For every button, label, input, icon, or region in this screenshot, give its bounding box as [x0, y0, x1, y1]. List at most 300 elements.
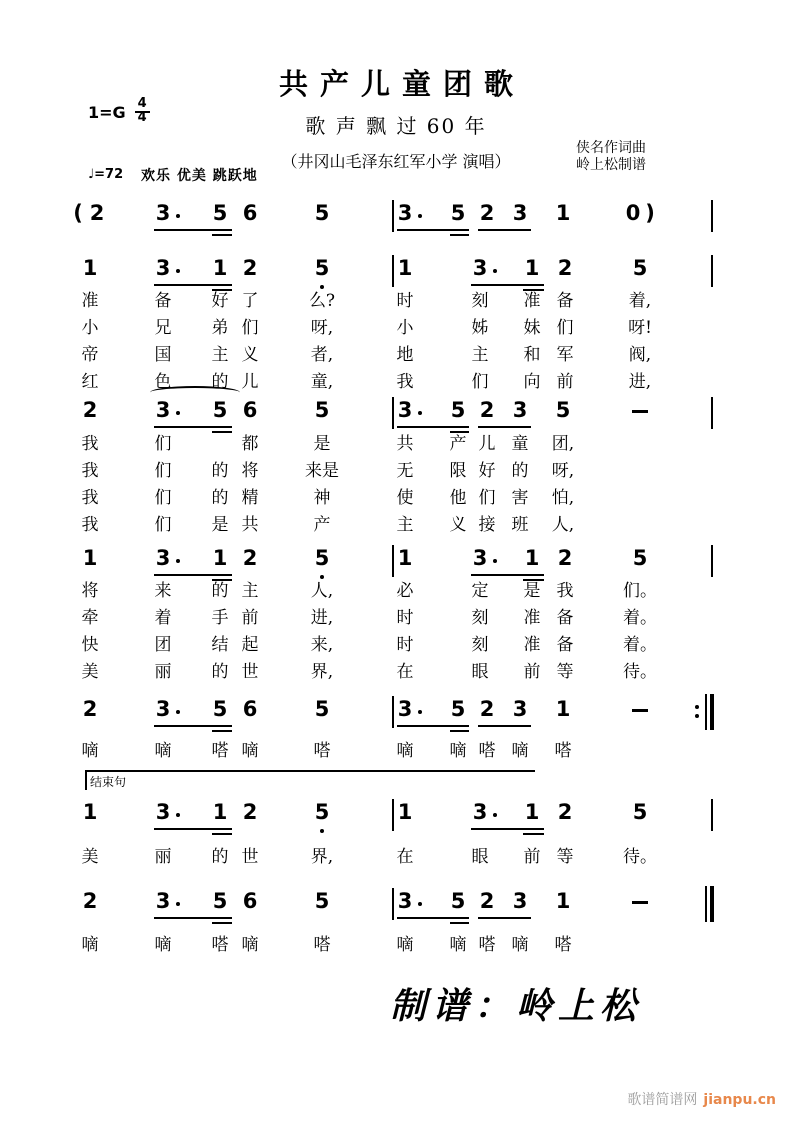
lyric-syllable: 刻: [471, 291, 489, 311]
lyric-syllable: 义: [241, 345, 259, 365]
barline: [392, 799, 394, 831]
note-glyph: 5: [632, 546, 648, 570]
low-octave-dot: [320, 285, 324, 289]
note-glyph: 5: [555, 398, 571, 422]
note-glyph: 5: [314, 889, 330, 913]
lyric-syllable: 好: [211, 291, 229, 311]
note-glyph: 2: [479, 398, 495, 422]
lyric-syllable: 害: [511, 488, 529, 508]
note-glyph: 1: [555, 201, 571, 225]
lyric-syllable: 来,: [310, 635, 334, 655]
lyric-syllable: 的: [211, 847, 229, 867]
lyric-syllable: 准: [523, 291, 541, 311]
note-glyph: 1: [212, 546, 228, 570]
lyric-syllable: 们: [154, 488, 172, 508]
note-glyph: 5: [314, 546, 330, 570]
barline: [392, 255, 394, 287]
lyric-syllable: 们: [471, 372, 489, 392]
barline: [711, 255, 713, 287]
lyric-syllable: 小: [81, 318, 99, 338]
augmentation-dot: [176, 813, 180, 817]
note-glyph: 3: [155, 800, 171, 824]
lyric-syllable: 来: [154, 581, 172, 601]
note-glyph: 1: [555, 697, 571, 721]
lyric-syllable: 的: [211, 581, 229, 601]
note-glyph: 2: [557, 800, 573, 824]
lyric-syllable: 了: [241, 291, 259, 311]
lyric-syllable: 准: [81, 291, 99, 311]
lyric-syllable: 嘀: [396, 741, 414, 761]
phrase-paren: ): [645, 201, 655, 225]
lyric-syllable: 妹: [523, 318, 541, 338]
lyric-syllable: 的: [211, 372, 229, 392]
note-glyph: 5: [314, 800, 330, 824]
time-signature-top: 4: [135, 96, 150, 113]
lyric-syllable: 等: [556, 847, 574, 867]
repeat-barline-thin: [705, 694, 707, 730]
lyric-syllable: 我: [81, 488, 99, 508]
slur-arc: [150, 386, 240, 399]
phrase-paren: (: [73, 201, 83, 225]
augmentation-dot: [418, 214, 422, 218]
low-octave-dot: [320, 829, 324, 833]
lyric-syllable: 嘀: [81, 935, 99, 955]
credit-words-music: 侠名作词曲: [576, 140, 646, 156]
note-glyph: 3: [155, 889, 171, 913]
lyric-syllable: 神: [313, 488, 331, 508]
lyric-syllable: 主: [241, 581, 259, 601]
lyric-syllable: 们: [478, 488, 496, 508]
note-glyph: 5: [212, 889, 228, 913]
augmentation-dot: [418, 710, 422, 714]
lyric-syllable: 向: [523, 372, 541, 392]
lyric-syllable: 在: [396, 847, 414, 867]
lyric-syllable: 主: [211, 345, 229, 365]
final-barline-thick: [710, 886, 714, 922]
lyric-syllable: 么?: [308, 291, 336, 311]
lyric-syllable: 姊: [471, 318, 489, 338]
beam-underline: [478, 725, 531, 727]
lyric-syllable: 产: [313, 515, 331, 535]
beam-underline: [154, 426, 232, 428]
barline: [711, 200, 713, 232]
lyric-syllable: 备: [556, 291, 574, 311]
beam-underline: [397, 229, 469, 231]
beam-underline: [397, 917, 469, 919]
note-glyph: 3: [512, 889, 528, 913]
lyric-syllable: 丽: [154, 662, 172, 682]
lyric-syllable: 和: [523, 345, 541, 365]
lyric-syllable: 世: [241, 847, 259, 867]
augmentation-dot: [176, 902, 180, 906]
lyric-syllable: 嘀: [154, 935, 172, 955]
note-glyph: 1: [212, 800, 228, 824]
note-glyph: 5: [632, 256, 648, 280]
augmentation-dot: [176, 214, 180, 218]
expression-mark: 欢乐 优美 跳跃地: [141, 168, 258, 184]
note-glyph: 3: [397, 889, 413, 913]
note-glyph: 1: [555, 889, 571, 913]
lyric-syllable: 界,: [310, 847, 334, 867]
note-glyph: 0: [625, 201, 641, 225]
ending-bracket-line: [85, 770, 535, 790]
barline: [711, 397, 713, 429]
beam-underline: [154, 917, 232, 919]
augmentation-dot: [493, 269, 497, 273]
note-glyph: 2: [82, 398, 98, 422]
beam-underline: [397, 426, 469, 428]
site-footer: [627, 1089, 776, 1109]
lyric-syllable: 美: [81, 847, 99, 867]
lyric-syllable: 无: [396, 461, 414, 481]
lyric-syllable: 嗒: [211, 935, 229, 955]
lyric-syllable: 必: [396, 581, 414, 601]
lyric-syllable: 在: [396, 662, 414, 682]
beam-underline: [154, 574, 232, 576]
key-label: 1=G: [88, 102, 126, 122]
lyric-syllable: 嘀: [154, 741, 172, 761]
site-brand-link[interactable]: jianpu.cn: [703, 1092, 776, 1108]
note-glyph: 1: [82, 546, 98, 570]
augmentation-dot: [493, 559, 497, 563]
lyric-syllable: 备: [154, 291, 172, 311]
lyric-syllable: 地: [396, 345, 414, 365]
beam-underline: [450, 234, 469, 236]
note-glyph: 3: [512, 201, 528, 225]
note-glyph: 5: [632, 800, 648, 824]
note-glyph: 3: [512, 398, 528, 422]
note-glyph: 3: [472, 546, 488, 570]
half-note-dash: [632, 410, 648, 413]
lyric-syllable: 呀,: [551, 461, 575, 481]
note-glyph: 1: [82, 800, 98, 824]
lyric-syllable: 共: [241, 515, 259, 535]
lyric-syllable: 限: [449, 461, 467, 481]
lyric-syllable: 呀!: [628, 318, 652, 338]
lyric-syllable: 阀,: [628, 345, 652, 365]
barline: [711, 545, 713, 577]
lyric-syllable: 将: [81, 581, 99, 601]
lyric-syllable: 产: [449, 434, 467, 454]
note-glyph: 2: [82, 697, 98, 721]
lyric-syllable: 备: [556, 608, 574, 628]
lyric-syllable: 儿: [478, 434, 496, 454]
lyric-syllable: 的: [211, 488, 229, 508]
note-glyph: 3: [397, 398, 413, 422]
notation-signature: 制谱：岭上松: [390, 985, 643, 1027]
lyric-syllable: 我: [81, 515, 99, 535]
lyric-syllable: 好: [478, 461, 496, 481]
beam-underline: [471, 828, 544, 830]
lyric-syllable: 他: [449, 488, 467, 508]
note-glyph: 3: [155, 398, 171, 422]
note-glyph: 5: [314, 697, 330, 721]
lyric-syllable: 的: [511, 461, 529, 481]
note-glyph: 5: [212, 201, 228, 225]
lyric-syllable: 义: [449, 515, 467, 535]
lyric-syllable: 弟: [211, 318, 229, 338]
lyric-syllable: 快: [81, 635, 99, 655]
beam-underline: [450, 730, 469, 732]
lyric-syllable: 童: [511, 434, 529, 454]
lyric-syllable: 团,: [551, 434, 575, 454]
barline: [392, 888, 394, 920]
lyric-syllable: 嗒: [478, 935, 496, 955]
beam-underline: [478, 229, 531, 231]
lyric-syllable: 嗒: [554, 935, 572, 955]
lyric-syllable: 儿: [241, 372, 259, 392]
lyric-syllable: 着: [154, 608, 172, 628]
augmentation-dot: [418, 411, 422, 415]
beam-underline: [397, 725, 469, 727]
note-glyph: 2: [479, 201, 495, 225]
barline: [392, 696, 394, 728]
note-glyph: 2: [242, 546, 258, 570]
note-glyph: 2: [242, 256, 258, 280]
lyric-syllable: 嗒: [478, 741, 496, 761]
lyric-syllable: 们。: [623, 581, 657, 601]
lyric-syllable: 的: [211, 461, 229, 481]
note-glyph: 2: [242, 800, 258, 824]
lyric-syllable: 是: [523, 581, 541, 601]
half-note-dash: [632, 901, 648, 904]
lyric-syllable: 界,: [310, 662, 334, 682]
lyric-syllable: 使: [396, 488, 414, 508]
lyric-syllable: 进,: [628, 372, 652, 392]
note-glyph: 3: [472, 800, 488, 824]
lyric-syllable: 定: [471, 581, 489, 601]
lyric-syllable: 时: [396, 635, 414, 655]
site-name: 歌谱简谱网: [627, 1092, 698, 1108]
note-glyph: 2: [479, 889, 495, 913]
augmentation-dot: [176, 411, 180, 415]
note-glyph: 6: [242, 398, 258, 422]
lyric-syllable: 时: [396, 291, 414, 311]
augmentation-dot: [176, 710, 180, 714]
lyric-syllable: 是: [313, 434, 331, 454]
repeat-barline-thick: [710, 694, 714, 730]
lyric-syllable: 准: [523, 635, 541, 655]
credits: [576, 140, 646, 174]
lyric-syllable: 我: [396, 372, 414, 392]
note-glyph: 2: [557, 546, 573, 570]
beam-underline: [478, 917, 531, 919]
lyric-syllable: 眼: [471, 662, 489, 682]
lyric-syllable: 丽: [154, 847, 172, 867]
lyric-syllable: 我: [81, 461, 99, 481]
note-glyph: 3: [512, 697, 528, 721]
note-glyph: 5: [450, 889, 466, 913]
lyric-syllable: 眼: [471, 847, 489, 867]
note-glyph: 2: [82, 889, 98, 913]
beam-underline: [212, 922, 232, 924]
lyric-syllable: 前: [556, 372, 574, 392]
song-title: 共产儿童团歌: [278, 67, 525, 101]
lyric-syllable: 刻: [471, 608, 489, 628]
lyric-syllable: 精: [241, 488, 259, 508]
lyric-syllable: 结: [211, 635, 229, 655]
performer-line: （井冈山毛泽东红军小学 演唱）: [281, 152, 511, 171]
beam-underline: [154, 284, 232, 286]
note-glyph: 1: [524, 800, 540, 824]
note-glyph: 2: [479, 697, 495, 721]
lyric-syllable: 国: [154, 345, 172, 365]
lyric-syllable: 我: [556, 581, 574, 601]
lyric-syllable: 前: [523, 847, 541, 867]
lyric-syllable: 嘀: [511, 935, 529, 955]
augmentation-dot: [176, 559, 180, 563]
note-glyph: 3: [155, 697, 171, 721]
ending-bracket-label: 结束句: [90, 775, 127, 789]
beam-underline: [523, 833, 544, 835]
beam-underline: [450, 431, 469, 433]
lyric-syllable: 嗒: [554, 741, 572, 761]
lyric-syllable: 着。: [623, 635, 657, 655]
note-glyph: 1: [82, 256, 98, 280]
augmentation-dot: [176, 269, 180, 273]
beam-underline: [212, 730, 232, 732]
note-glyph: 3: [472, 256, 488, 280]
lyric-syllable: 着,: [628, 291, 652, 311]
lyric-syllable: 主: [471, 345, 489, 365]
lyric-syllable: 嗒: [211, 741, 229, 761]
lyric-syllable: 接: [478, 515, 496, 535]
note-glyph: 1: [524, 546, 540, 570]
note-glyph: 3: [155, 201, 171, 225]
lyric-syllable: 小: [396, 318, 414, 338]
beam-underline: [212, 234, 232, 236]
note-glyph: 5: [314, 256, 330, 280]
note-glyph: 1: [524, 256, 540, 280]
note-glyph: 6: [242, 889, 258, 913]
repeat-dot: [695, 714, 699, 718]
lyric-syllable: 嘀: [396, 935, 414, 955]
beam-underline: [471, 574, 544, 576]
lyric-syllable: 手: [211, 608, 229, 628]
beam-underline: [154, 828, 232, 830]
lyric-syllable: 的: [211, 662, 229, 682]
tempo-mark: ♩=72: [88, 167, 124, 182]
lyric-syllable: 等: [556, 662, 574, 682]
lyric-syllable: 人,: [310, 581, 334, 601]
lyric-syllable: 前: [523, 662, 541, 682]
lyric-syllable: 团: [154, 635, 172, 655]
lyric-syllable: 待。: [623, 662, 657, 682]
lyric-syllable: 嘀: [511, 741, 529, 761]
lyric-syllable: 是: [211, 515, 229, 535]
note-glyph: 5: [314, 201, 330, 225]
lyric-syllable: 嗒: [313, 741, 331, 761]
note-glyph: 2: [557, 256, 573, 280]
lyric-syllable: 嘀: [449, 741, 467, 761]
lyric-syllable: 起: [241, 635, 259, 655]
note-glyph: 1: [397, 800, 413, 824]
lyric-syllable: 前: [241, 608, 259, 628]
lyric-syllable: 备: [556, 635, 574, 655]
note-glyph: 5: [212, 398, 228, 422]
note-glyph: 5: [450, 697, 466, 721]
lyric-syllable: 们: [154, 515, 172, 535]
note-glyph: 6: [242, 201, 258, 225]
lyric-syllable: 怕,: [551, 488, 575, 508]
lyric-syllable: 嗒: [313, 935, 331, 955]
beam-underline: [212, 431, 232, 433]
note-glyph: 1: [397, 546, 413, 570]
song-subtitle: 歌 声 飘 过 60 年: [305, 114, 487, 138]
lyric-syllable: 嘀: [241, 741, 259, 761]
note-glyph: 3: [155, 546, 171, 570]
note-glyph: 2: [89, 201, 105, 225]
repeat-dot: [695, 705, 699, 709]
note-glyph: 3: [397, 697, 413, 721]
lyric-syllable: 呀,: [310, 318, 334, 338]
lyric-syllable: 我: [81, 434, 99, 454]
augmentation-dot: [418, 902, 422, 906]
lyric-syllable: 军: [556, 345, 574, 365]
time-signature-bottom: 4: [137, 110, 147, 126]
lyric-syllable: 主: [396, 515, 414, 535]
lyric-syllable: 都: [241, 434, 259, 454]
lyric-syllable: 们: [241, 318, 259, 338]
note-glyph: 6: [242, 697, 258, 721]
beam-underline: [212, 833, 232, 835]
lyric-syllable: 嘀: [449, 935, 467, 955]
note-glyph: 5: [450, 201, 466, 225]
barline: [392, 200, 394, 232]
lyric-syllable: 们: [154, 434, 172, 454]
barline: [711, 799, 713, 831]
final-barline-thin: [705, 886, 707, 922]
beam-underline: [154, 229, 232, 231]
note-glyph: 1: [397, 256, 413, 280]
note-glyph: 3: [155, 256, 171, 280]
lyric-syllable: 们: [556, 318, 574, 338]
beam-underline: [154, 725, 232, 727]
beam-underline: [478, 426, 531, 428]
note-glyph: 5: [450, 398, 466, 422]
lyric-syllable: 人,: [551, 515, 575, 535]
lyric-syllable: 牵: [81, 608, 99, 628]
lyric-syllable: 着。: [623, 608, 657, 628]
beam-underline: [471, 284, 544, 286]
lyric-syllable: 美: [81, 662, 99, 682]
lyric-syllable: 嘀: [241, 935, 259, 955]
lyric-syllable: 世: [241, 662, 259, 682]
low-octave-dot: [320, 575, 324, 579]
lyric-syllable: 待。: [623, 847, 657, 867]
lyric-syllable: 准: [523, 608, 541, 628]
barline: [392, 397, 394, 429]
note-glyph: 3: [397, 201, 413, 225]
lyric-syllable: 者,: [310, 345, 334, 365]
lyric-syllable: 色: [154, 372, 172, 392]
lyric-syllable: 班: [511, 515, 529, 535]
lyric-syllable: 们: [154, 461, 172, 481]
lyric-syllable: 嘀: [81, 741, 99, 761]
note-glyph: 5: [212, 697, 228, 721]
lyric-syllable: 共: [396, 434, 414, 454]
augmentation-dot: [493, 813, 497, 817]
barline: [392, 545, 394, 577]
note-glyph: 5: [314, 398, 330, 422]
lyric-syllable: 兄: [154, 318, 172, 338]
note-glyph: 1: [212, 256, 228, 280]
lyric-syllable: 来是: [305, 461, 339, 481]
half-note-dash: [632, 709, 648, 712]
lyric-syllable: 将: [241, 461, 259, 481]
lyric-syllable: 时: [396, 608, 414, 628]
beam-underline: [450, 922, 469, 924]
